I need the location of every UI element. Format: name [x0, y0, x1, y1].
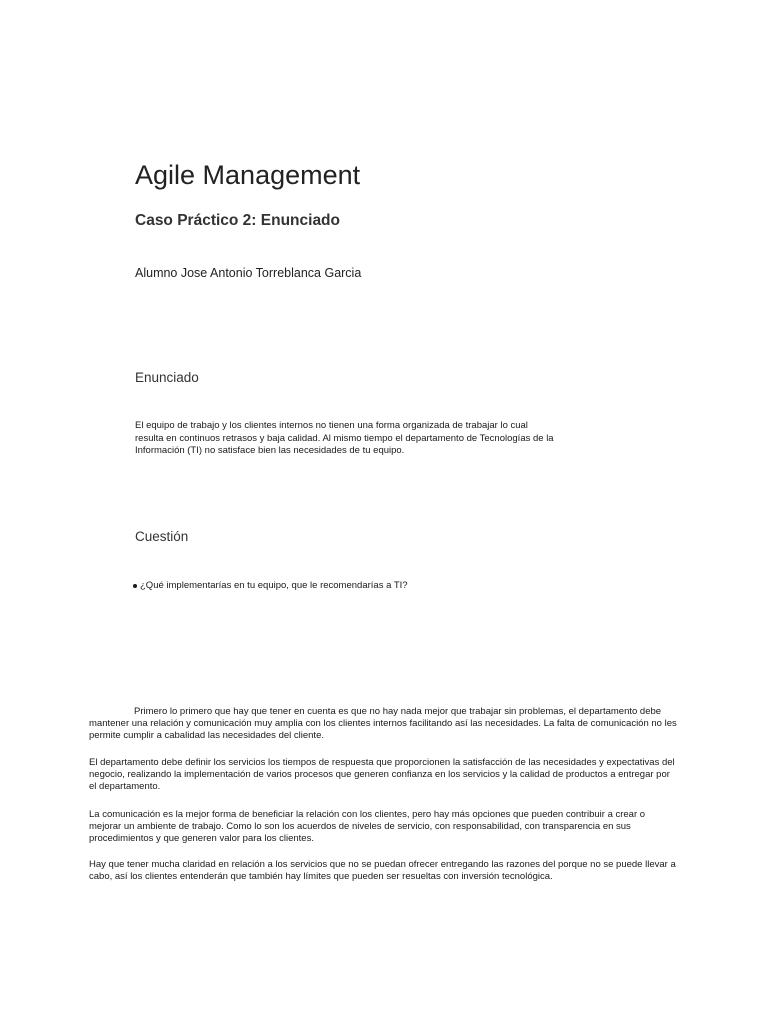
bullet-icon: [133, 584, 137, 588]
cuestion-heading: Cuestión: [135, 529, 189, 544]
enunciado-text: El equipo de trabajo y los clientes internos no tienen una forma organizada de trabajar lo cual resulta en continuos retrasos y baja calidad. Al mismo tiempo el departamento de Tecnologías de la Información (TI) no satisface bien las necesidades de tu equipo.: [135, 420, 554, 456]
document-subtitle: Caso Práctico 2: Enunciado: [135, 212, 340, 229]
answer-paragraph-2: El departamento debe definir los servicios los tiempos de respuesta que proporcionen la satisfacción de las necesidades y expectativas del negocio, realizando la implementación de varios procesos que generen confianza en los servicios y la calidad de productos a entregar por el departamento.: [89, 757, 675, 792]
question-list-item: [133, 580, 408, 593]
question-text: ¿Qué implementarías en tu equipo, que le recomendarías a TI?: [140, 580, 408, 591]
document-title: Agile Management: [135, 160, 361, 190]
student-name: Alumno Jose Antonio Torreblanca Garcia: [135, 266, 362, 280]
enunciado-heading: Enunciado: [135, 370, 199, 385]
answer-paragraph-3: La comunicación es la mejor forma de beneficiar la relación con los clientes, pero hay más opciones que pueden contribuir a crear o mejorar un ambiente de trabajo. Como lo son los acuerdos de niveles de servicio, con responsabilidad, con transparencia en sus procedimientos y que generen valor para los clientes.: [89, 809, 646, 844]
answer-paragraph-4: Hay que tener mucha claridad en relación a los servicios que no se puedan ofrecer entregando las razones del porque no se puede llevar a cabo, así los clientes entenderán que también hay límites que pueden ser resueltas con inversión tecnológica.: [89, 859, 676, 882]
answer-paragraph-1: Primero lo primero que hay que tener en cuenta es que no hay nada mejor que trabajar sin problemas, el departamento debe mantener una relación y comunicación muy amplia con los clientes internos facilitando así las necesidades. La falta de comunicación no les permite cumplir a cabalidad las necesidades del cliente.: [89, 706, 677, 741]
